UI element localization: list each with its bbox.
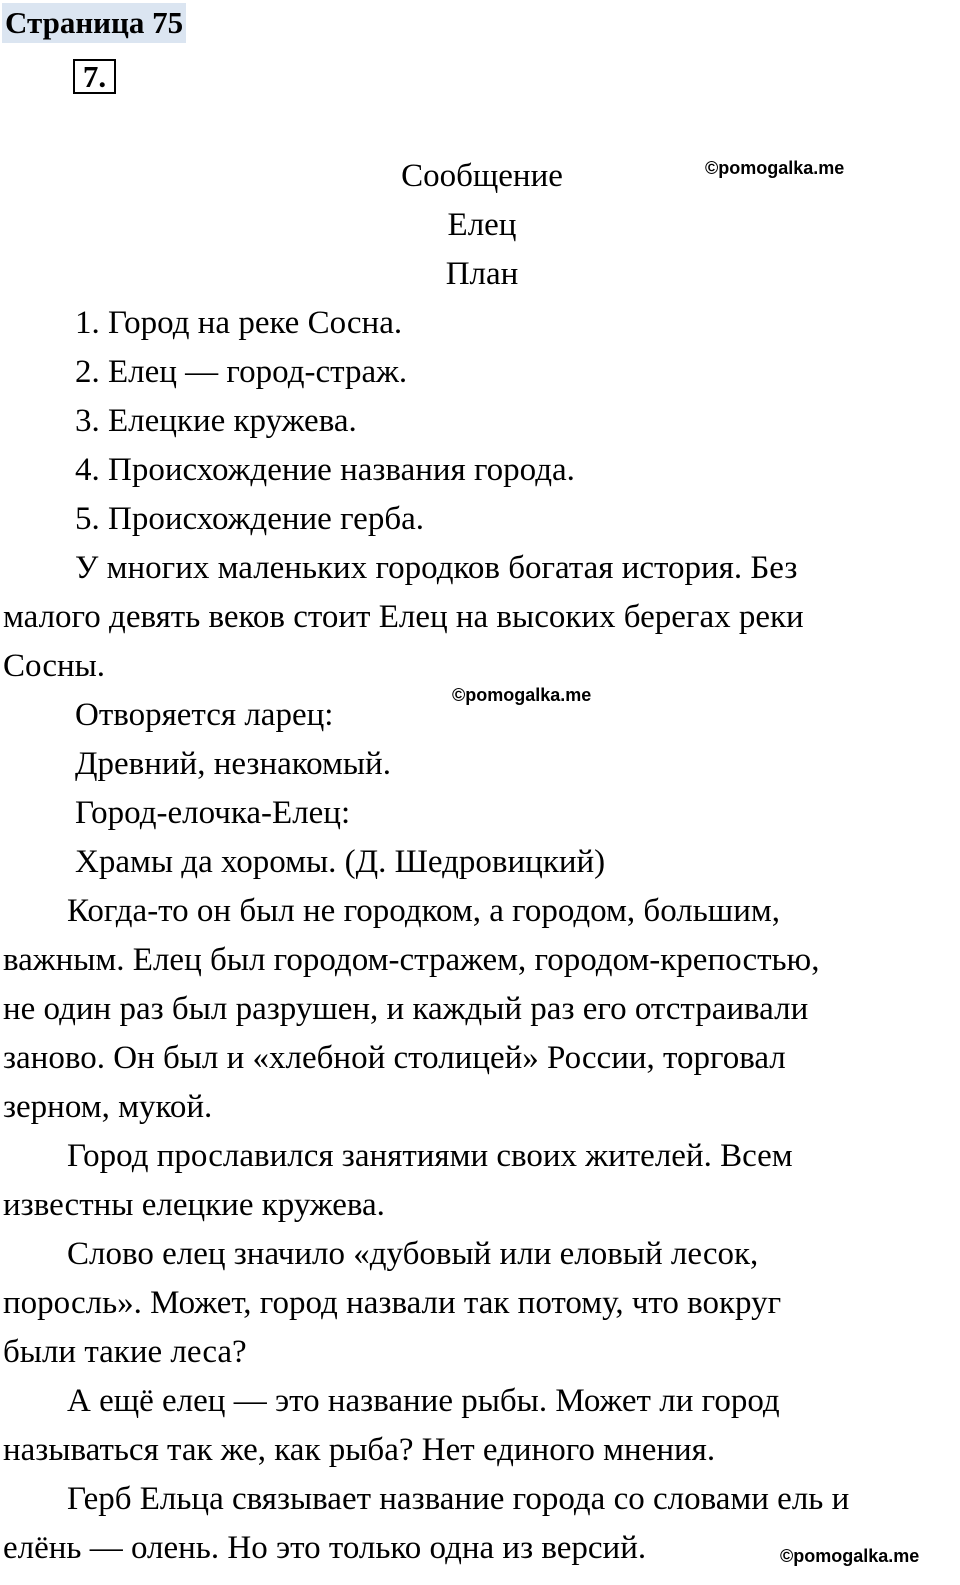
paragraph-line: заново. Он был и «хлебной столицей» России, торговал — [3, 1040, 786, 1076]
plan-item: 4. Происхождение названия города. — [75, 452, 575, 488]
paragraph-line: были такие леса? — [3, 1334, 247, 1370]
poem-line: Древний, незнакомый. — [75, 746, 391, 782]
paragraph-line: зерном, мукой. — [3, 1089, 213, 1125]
plan-item: 5. Происхождение герба. — [75, 501, 425, 537]
watermark: ©pomogalka.me — [452, 685, 592, 705]
paragraph-line: важным. Елец был городом-стражем, городом-крепостью, — [3, 942, 820, 978]
watermark: ©pomogalka.me — [705, 158, 845, 178]
paragraph-line: Герб Ельца связывает название города со словами ель и — [67, 1481, 850, 1517]
intro-line: Сосны. — [3, 648, 106, 684]
task-number-box: 7. — [73, 59, 116, 94]
poem-line: Храмы да хоромы. (Д. Шедровицкий) — [75, 844, 606, 880]
poem-line: Отворяется ларец: — [75, 697, 334, 733]
paragraph-line: не один раз был разрушен, и каждый раз его отстраивали — [3, 991, 809, 1027]
intro-line: малого девять веков стоит Елец на высоких берегах реки — [3, 599, 804, 635]
watermark: ©pomogalka.me — [780, 1546, 920, 1566]
plan-item: 1. Город на реке Сосна. — [75, 305, 403, 341]
paragraph-line: Когда-то он был не городком, а городом, большим, — [67, 893, 781, 929]
poem-line: Город-елочка-Елец: — [75, 795, 351, 831]
paragraph-line: Город прославился занятиями своих жителей. Всем — [67, 1138, 793, 1174]
paragraph-line: елёнь — олень. Но это только одна из версий. — [3, 1530, 647, 1566]
paragraph-line: А ещё елец — это название рыбы. Может ли город — [67, 1383, 780, 1419]
document-kind: Сообщение — [401, 158, 563, 194]
plan-item: 2. Елец — город-страж. — [75, 354, 408, 390]
document-title: Елец — [447, 207, 517, 243]
plan-heading: План — [445, 256, 519, 292]
paragraph-line: называться так же, как рыба? Нет единого мнения. — [3, 1432, 716, 1468]
plan-item: 3. Елецкие кружева. — [75, 403, 357, 439]
intro-line: У многих маленьких городков богатая история. Без — [75, 550, 798, 586]
paragraph-line: поросль». Может, город назвали так потому, что вокруг — [3, 1285, 782, 1321]
page-title: Страница 75 — [2, 3, 186, 43]
paragraph-line: Слово елец значило «дубовый или еловый лесок, — [67, 1236, 759, 1272]
paragraph-line: известны елецкие кружева. — [3, 1187, 385, 1223]
